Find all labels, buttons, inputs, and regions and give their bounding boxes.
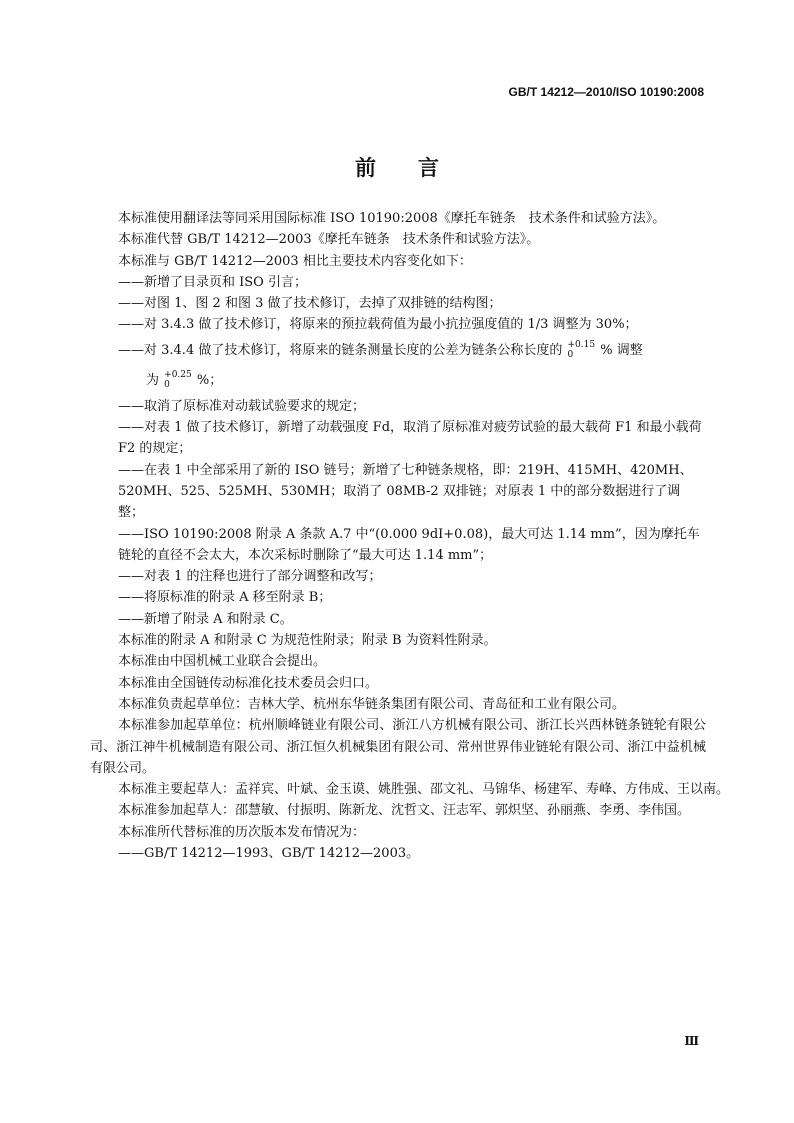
change-item: ——对 3.4.3 做了技术修订，将原来的预拉载荷值为最小抗拉强度值的 1/3 调整为 30%；	[118, 317, 638, 333]
tolerance-lower: 0	[164, 380, 170, 391]
tolerance-lower: 0	[567, 350, 574, 361]
paragraph: 本标准所代替标准的历次版本发布情况为：	[118, 824, 366, 840]
paragraph: 本标准主要起草人：孟祥宾、叶斌、金玉谟、姚胜强、邵文礼、马锦华、杨建军、寿峰、方伟成、王以南。	[118, 782, 730, 798]
paragraph: 本标准负责起草单位：吉林大学、杭州东华链条集团有限公司、青岛征和工业有限公司。	[118, 696, 626, 712]
paragraph: ——GB/T 14212—1993、GB/T 14212—2003。	[118, 846, 420, 862]
tolerance-fraction	[164, 370, 192, 390]
change-item: ——新增了目录页和 ISO 引言；	[118, 274, 307, 290]
change-item: ——对表 1 做了技术修订，新增了动载强度 Fd，取消了原标准对疲劳试验的最大载荷 F1 和最小载荷 F2 的规定；	[118, 420, 702, 457]
paragraph: 本标准参加起草人：邵慧敏、付振明、陈新龙、沈哲文、汪志军、郭炽坚、孙丽燕、李勇、李伟国。	[118, 803, 691, 819]
change-item-tolerance-cont	[90, 366, 706, 396]
paragraph: 本标准由全国链传动标准化技术委员会归口。	[118, 675, 379, 691]
change-item: ——取消了原标准对动载试验要求的规定；	[118, 398, 366, 414]
change-item-tolerance	[90, 336, 706, 366]
tolerance-fraction	[567, 340, 595, 360]
change-item: ——将原标准的附录 A 移至附录 B；	[118, 590, 332, 606]
foreword-body	[90, 208, 730, 864]
paragraph: 本标准参加起草单位：杭州顺峰链业有限公司、浙江八方机械有限公司、浙江长兴西林链条链轮有限公司、浙江神牛机械制造有限公司、浙江恒久机械集团有限公司、常州世界伟业链轮有限公司、浙江中益机械有限公司。	[90, 718, 706, 776]
paragraph: 本标准代替 GB/T 14212—2003《摩托车链条 技术条件和试验方法》。	[118, 232, 540, 248]
change-item: ——对图 1、图 2 和图 3 做了技术修订，去掉了双排链的结构图；	[118, 296, 502, 312]
change-item: ——在表 1 中全部采用了新的 ISO 链号；新增了七种链条规格，即：219H、415MH、420MH、520MH、525、525MH、530MH；取消了 08MB-2 双排链；对原表 1 中的部分数据进行了调整；	[118, 462, 693, 521]
paragraph: 本标准由中国机械工业联合会提出。	[118, 654, 327, 670]
page-number: Ⅲ	[684, 1034, 699, 1048]
paragraph: 本标准使用翻译法等同采用国际标准 ISO 10190:2008《摩托车链条 技术条件和试验方法》。	[118, 211, 666, 226]
paragraph: 本标准的附录 A 和附录 C 为规范性附录；附录 B 为资料性附录。	[118, 633, 497, 649]
paragraph: 本标准与 GB/T 14212—2003 相比主要技术内容变化如下：	[118, 253, 472, 269]
tolerance-upper: +0.15	[567, 340, 596, 351]
text: 为	[146, 372, 160, 388]
tolerance-upper: +0.25	[164, 370, 192, 381]
page-title: 前言	[355, 155, 481, 180]
text: % 调整	[600, 342, 643, 358]
change-item: ——ISO 10190:2008 附录 A 条款 A.7 中“(0.000 9dI+0.08)，最大可达 1.14 mm”，因为摩托车链轮的直径不会太大，本次采标时删除了“最大可达 1.14 mm”；	[118, 526, 700, 563]
text: ——对 3.4.4 做了技术修订，将原来的链条测量长度的公差为链条公称长度的	[118, 342, 563, 358]
text: %；	[196, 372, 223, 388]
change-item: ——对表 1 的注释也进行了部分调整和改写；	[118, 569, 382, 585]
standard-code: GB/T 14212—2010/ISO 10190:2008	[508, 85, 704, 99]
change-item: ——新增了附录 A 和附录 C。	[118, 611, 293, 627]
